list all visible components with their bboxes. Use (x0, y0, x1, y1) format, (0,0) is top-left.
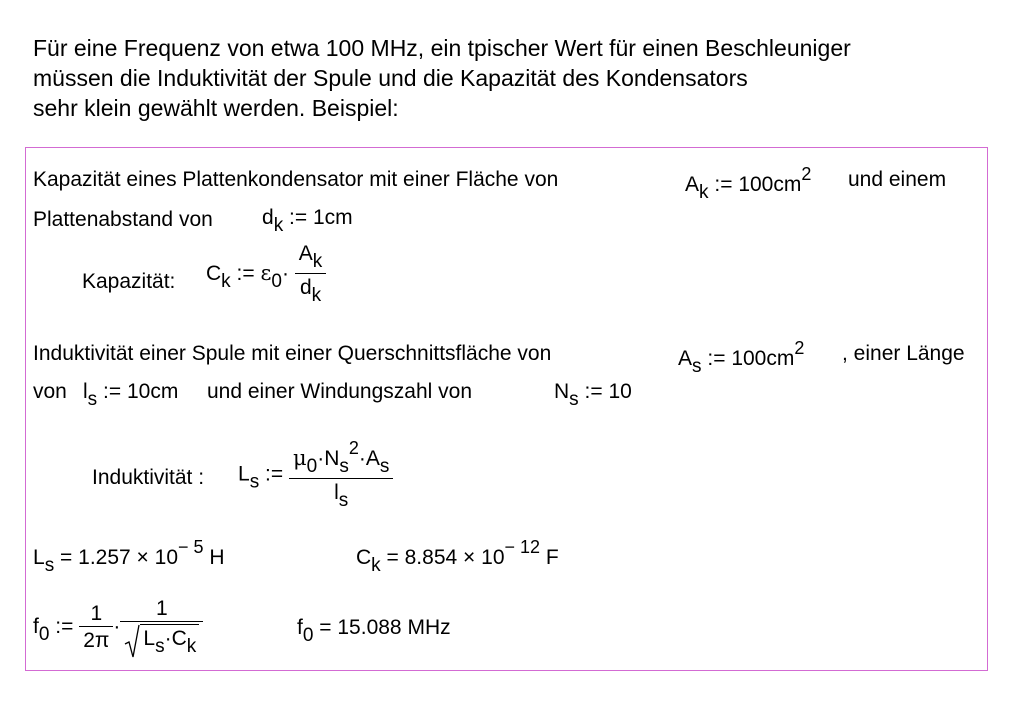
sub-s: s (44, 555, 55, 576)
sub-0: 0 (302, 625, 314, 646)
var-d: d (262, 206, 274, 229)
frequency-formula[interactable] (33, 597, 203, 658)
area-exp: 2 (794, 338, 805, 358)
inductance-result[interactable] (33, 537, 225, 577)
assign-op: := (236, 262, 255, 286)
dot-op: · (281, 262, 289, 286)
mantissa: 8.854 (404, 546, 458, 569)
var-a: A (678, 347, 693, 370)
capacitor-area-definition[interactable] (685, 164, 811, 204)
unit-farad: F (545, 546, 559, 569)
unit-henry: H (209, 546, 225, 569)
dot-op: · (113, 615, 121, 639)
assign-op: := (55, 615, 74, 639)
times-op: × (463, 546, 476, 569)
mantissa: 1.257 (78, 546, 131, 569)
assign-op: := (707, 347, 726, 370)
times-op: × (136, 546, 149, 569)
inductor-turns-definition[interactable] (554, 380, 632, 411)
capacitor-text-2: und einem (848, 168, 947, 191)
var-n: N (554, 380, 570, 403)
equals-op: = (319, 616, 332, 639)
assign-op: := (265, 462, 284, 486)
sqrt-icon (124, 624, 140, 658)
base-ten: 10 (481, 546, 505, 569)
frequency-fraction-1: $\frac{1}{2\pi}$ (79, 602, 113, 653)
assign-op: := (289, 206, 308, 229)
var-f: f (33, 615, 39, 639)
epsilon-symbol: ε (260, 261, 272, 286)
frequency-fraction-2: $\frac{1}{Ls\cdot Ck}$ (120, 597, 203, 658)
inductance-formula[interactable] (238, 438, 393, 512)
sub-s: s (569, 389, 579, 410)
intro-paragraph (33, 33, 993, 123)
exponent: − 12 (504, 537, 541, 557)
distance-value: 1cm (312, 206, 353, 229)
var-f: f (297, 616, 303, 639)
sub-k: k (371, 555, 381, 576)
sub-0: 0 (38, 624, 50, 646)
capacitance-fraction: $\frac{Ak}{dk}$ (295, 242, 327, 307)
capacitance-result[interactable] (356, 537, 559, 577)
sub-s: s (692, 356, 702, 377)
var-c: C (206, 262, 222, 286)
sub-s: s (249, 471, 260, 493)
sub-k: k (273, 215, 284, 236)
sub-0: 0 (271, 271, 282, 293)
inductance-fraction: $\frac{\mu 0\cdot Ns2\cdot As}{ls}$ (289, 438, 393, 512)
frequency-value: 15.088 (337, 616, 402, 639)
capacitance-label: Kapazität: (82, 270, 176, 293)
mu-symbol: μ (292, 446, 307, 470)
inductor-text-4: und einer Windungszahl von (207, 380, 473, 403)
exponent: − 5 (178, 537, 204, 557)
capacitor-text-1: Kapazität eines Plattenkondensator mit einer Fläche von (33, 168, 559, 191)
assign-op: := (584, 380, 603, 403)
inductance-label: Induktivität : (92, 466, 205, 489)
var-a: A (685, 173, 700, 196)
equals-op: = (60, 546, 73, 569)
intro-line-3: sehr klein gewählt werden. Beispiel: (33, 95, 399, 121)
length-value: 10cm (126, 380, 179, 403)
capacitor-distance-definition[interactable] (262, 206, 353, 237)
unit-mhz: MHz (407, 616, 451, 639)
var-l: L (238, 462, 250, 486)
sub-s: s (87, 389, 98, 410)
frequency-result[interactable] (297, 616, 451, 647)
square-root: Ls·Ck (124, 624, 199, 658)
assign-op: := (103, 380, 122, 403)
sub-k: k (221, 271, 231, 293)
var-l: L (33, 546, 45, 569)
area-value: 100cm (738, 173, 802, 196)
turns-value: 10 (608, 380, 632, 403)
sub-k: k (699, 182, 709, 203)
inductor-length-definition[interactable] (83, 380, 178, 411)
inductor-text-1: Induktivität einer Spule mit einer Querschnittsfläche von (33, 342, 552, 365)
var-l: l (83, 380, 88, 403)
inductor-area-definition[interactable] (678, 338, 804, 378)
assign-op: := (714, 173, 733, 196)
intro-line-2: müssen die Induktivität der Spule und die Kapazität des Kondensators (33, 65, 748, 91)
area-exp: 2 (801, 164, 812, 184)
base-ten: 10 (154, 546, 179, 569)
equals-op: = (386, 546, 399, 569)
var-c: C (356, 546, 372, 569)
intro-line-1: Für eine Frequenz von etwa 100 MHz, ein tpischer Wert für einen Beschleuniger (33, 35, 851, 61)
inductor-text-2: , einer Länge (842, 342, 965, 365)
area-value: 100cm (731, 347, 795, 370)
inductor-text-3: von (33, 380, 67, 403)
capacitance-formula[interactable] (206, 242, 326, 307)
capacitor-text-3: Plattenabstand von (33, 208, 213, 231)
